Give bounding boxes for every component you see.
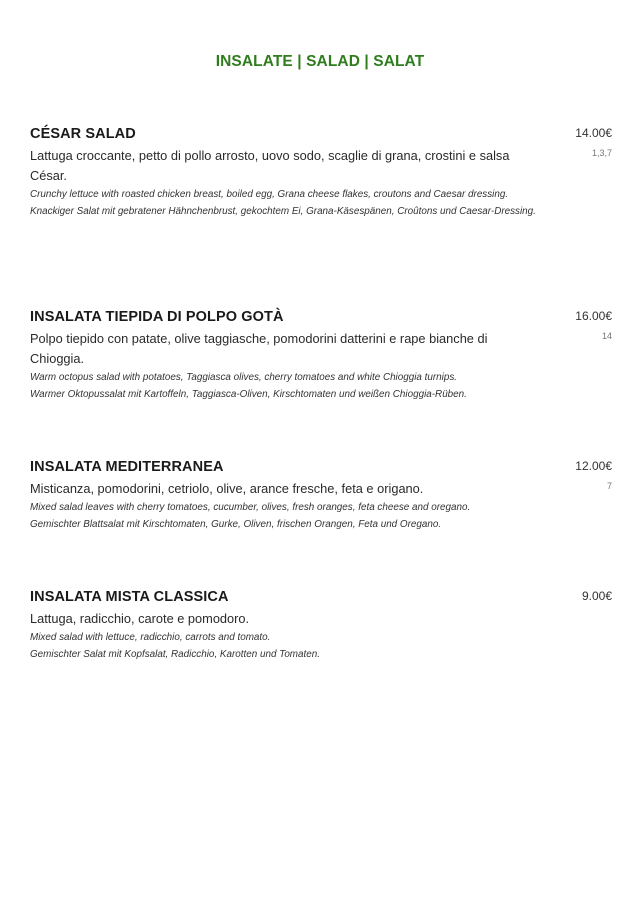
item-price: 12.00€ [575,459,612,473]
item-description: Lattuga croccante, petto di pollo arrosto, uovo sodo, scaglie di grana, crostini e salsa César. [30,148,510,183]
item-english: Mixed salad leaves with cherry tomatoes, cucumber, olives, fresh oranges, feta cheese and oregano. [30,502,471,513]
section-title: INSALATE | SALAD | SALAT [215,53,425,70]
item-price: 9.00€ [581,589,612,603]
menu-item-cesar-salad [30,123,612,220]
item-german: Warmer Oktopussalat mit Kartoffeln, Taggiasca-Oliven, Kirschtomaten und weißen Chioggia-Rüben. [30,389,467,400]
item-german: Gemischter Salat mit Kopfsalat, Radicchio, Karotten und Tomaten. [30,649,320,660]
item-allergens: 1,3,7 [591,148,612,158]
item-english: Warm octopus salad with potatoes, Taggiasca olives, cherry tomatoes and white Chioggia turnips. [30,372,458,383]
item-description: Misticanza, pomodorini, cetriolo, olive, arance fresche, feta e origano. [30,481,424,496]
item-german: Gemischter Blattsalat mit Kirschtomaten, Gurke, Oliven, frischen Orangen, Feta und Oregano. [30,519,442,530]
item-description: Polpo tiepido con patate, olive taggiasche, pomodorini datterini e rape bianche di Chioggia. [30,331,488,366]
item-allergens: 7 [606,481,612,491]
item-price: 16.00€ [575,309,612,323]
item-name: CÉSAR SALAD [30,126,136,142]
item-english: Crunchy lettuce with roasted chicken breast, boiled egg, Grana cheese flakes, croutons and Caesar dressing. [30,189,509,200]
item-description: Lattuga, radicchio, carote e pomodoro. [30,611,250,626]
item-price: 14.00€ [575,126,612,140]
item-english: Mixed salad with lettuce, radicchio, carrots and tomato. [30,632,271,643]
menu-item-polpo [30,306,612,403]
menu-item-mediterranea [30,456,612,533]
item-name: INSALATA MISTA CLASSICA [30,589,229,605]
item-name: INSALATA TIEPIDA DI POLPO GOTÀ [30,309,284,325]
menu-item-mista-classica [30,586,612,663]
item-name: INSALATA MEDITERRANEA [30,459,224,475]
item-allergens: 14 [601,331,612,341]
item-german: Knackiger Salat mit gebratener Hähnchenbrust, gekochtem Ei, Grana-Käsespänen, Croûtons und Caesar-Dressing. [30,206,536,217]
